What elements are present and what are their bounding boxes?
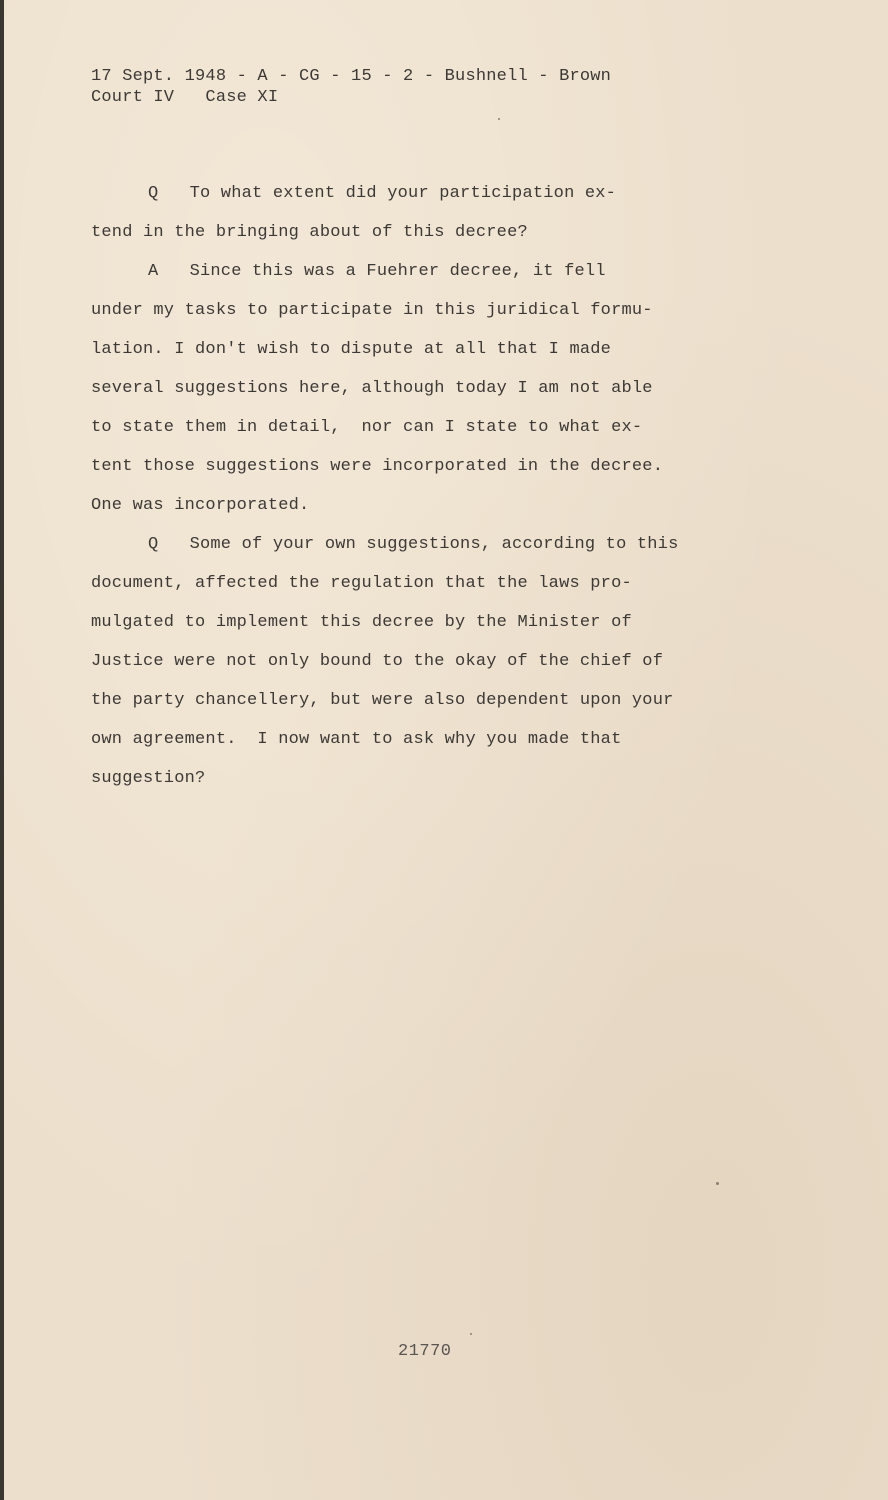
transcript-line: mulgated to implement this decree by the Minister of — [91, 613, 632, 632]
transcript-line: Q Some of your own suggestions, according to this — [148, 535, 679, 554]
page-binding-edge — [0, 0, 4, 1500]
transcript-line: under my tasks to participate in this juridical formu- — [91, 301, 653, 320]
paper-speck — [716, 1182, 719, 1185]
document-header — [91, 66, 611, 108]
transcript-line: document, affected the regulation that the laws pro- — [91, 574, 632, 593]
transcript-line: lation. I don't wish to dispute at all that I made — [91, 340, 612, 359]
transcript-line: the party chancellery, but were also dependent upon your — [91, 691, 674, 710]
transcript-line: tend in the bringing about of this decree? — [91, 223, 528, 242]
transcript-line: Q To what extent did your participation ex- — [148, 184, 617, 203]
paper-speck — [498, 118, 500, 120]
transcript-body — [91, 180, 781, 804]
header-line-court-case: Court IV Case XI — [91, 88, 279, 107]
page-number: 21770 — [398, 1342, 452, 1361]
transcript-line: suggestion? — [91, 769, 206, 788]
transcript-line: A Since this was a Fuehrer decree, it fell — [148, 262, 606, 281]
transcript-line: One was incorporated. — [91, 496, 310, 515]
transcript-line: Justice were not only bound to the okay of the chief of — [91, 652, 664, 671]
paper-speck — [470, 1333, 472, 1335]
transcript-line: to state them in detail, nor can I state to what ex- — [91, 418, 643, 437]
transcript-line: several suggestions here, although today I am not able — [91, 379, 653, 398]
header-line-date-case: 17 Sept. 1948 - A - CG - 15 - 2 - Bushnell - Brown — [91, 67, 612, 86]
transcript-line: tent those suggestions were incorporated in the decree. — [91, 457, 664, 476]
transcript-line: own agreement. I now want to ask why you made that — [91, 730, 622, 749]
